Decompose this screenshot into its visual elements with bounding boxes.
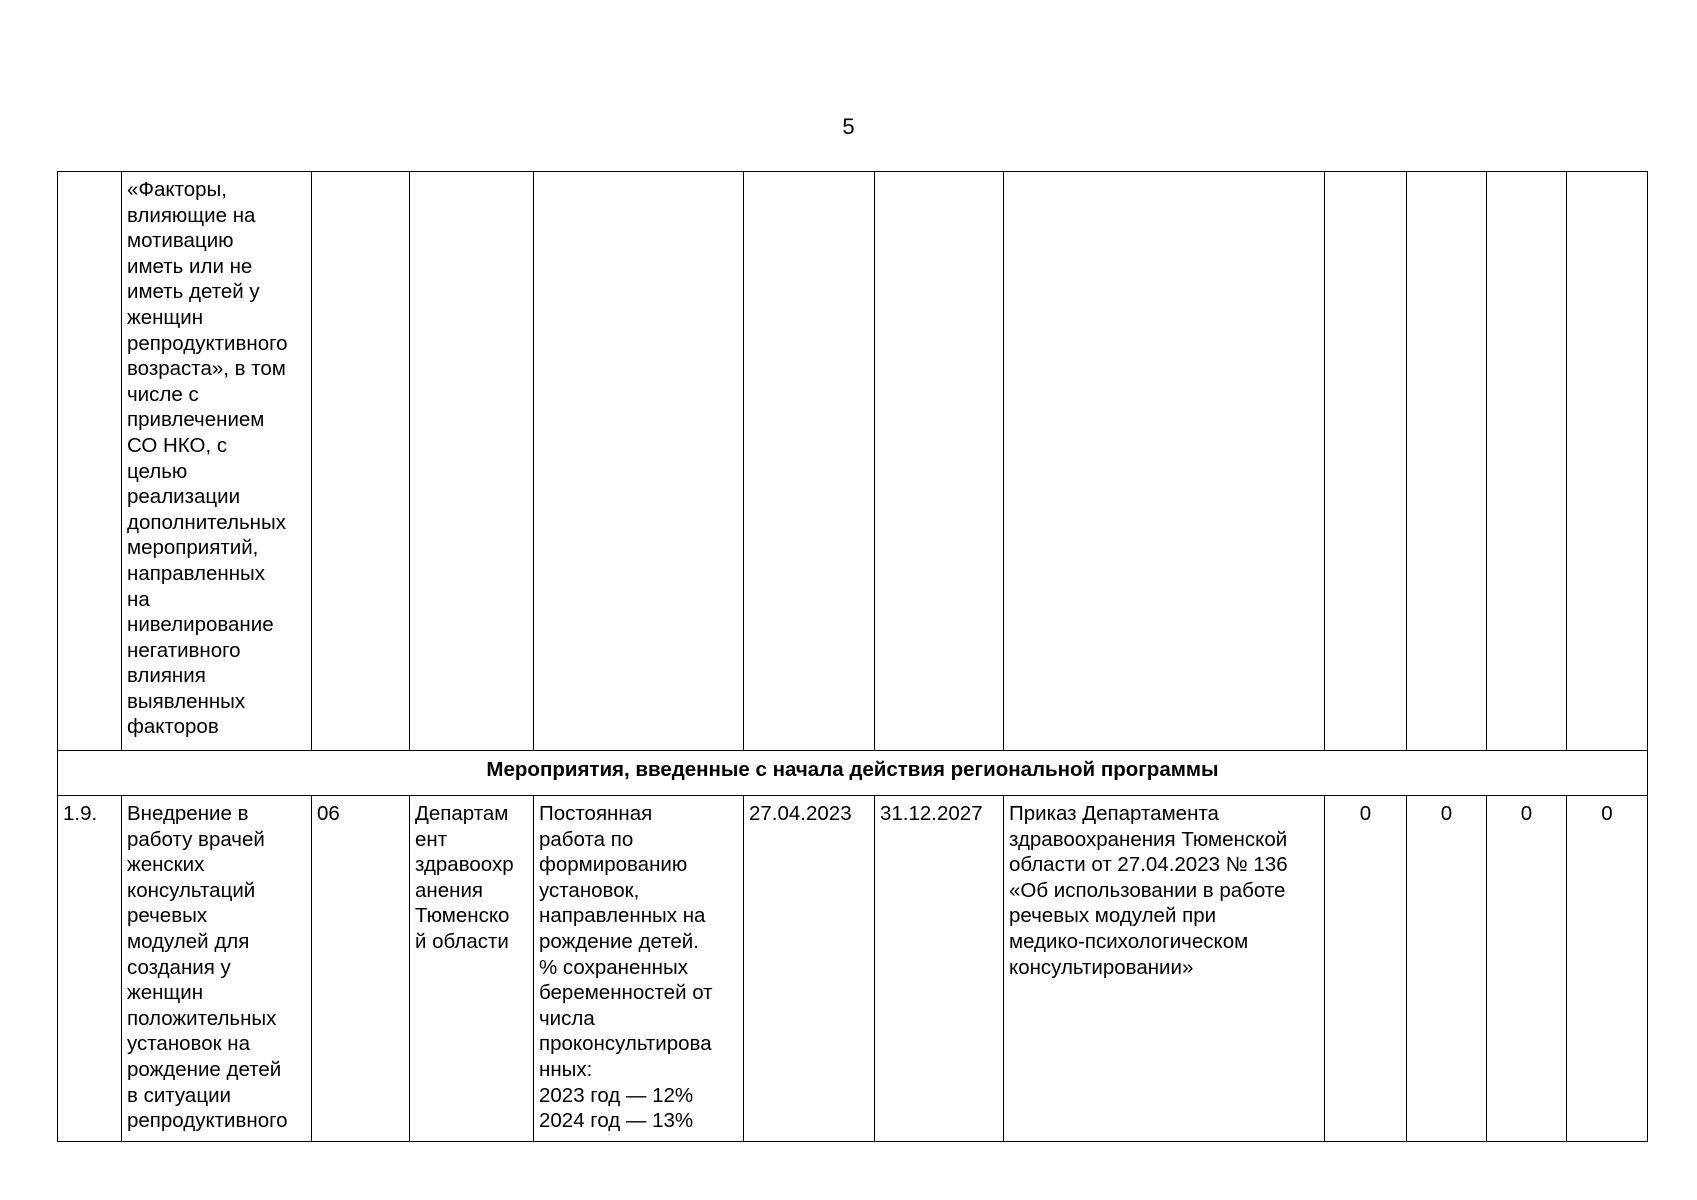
measures-table [57, 171, 1648, 1142]
page-number: 5 [842, 114, 855, 139]
section-header: Мероприятия, введенные с начала действия региональной программы [58, 751, 1648, 796]
cell-funding-4: 0 [1567, 796, 1648, 1142]
table-row-1-9 [58, 796, 1648, 1142]
section-header-row [58, 751, 1648, 796]
cell-code [312, 172, 410, 751]
cell-end-date: 31.12.2027 [875, 796, 1004, 1142]
cell-document [1004, 172, 1325, 751]
cell-end-date [875, 172, 1004, 751]
cell-description: «Факторы, влияющие на мотивацию иметь или не иметь детей у женщин репродуктивного возраста», в том числе с привлечением СО НКО, с целью реализации дополнительных мероприятий, направленных на нивелирование негативного влияния выявленных факторов [122, 172, 312, 751]
cell-funding-1 [1325, 172, 1407, 751]
cell-funding-3 [1487, 172, 1567, 751]
cell-funding-2: 0 [1407, 796, 1487, 1142]
cell-code: 06 [312, 796, 410, 1142]
cell-result [534, 172, 744, 751]
cell-number [58, 172, 122, 751]
cell-document: Приказ Департамента здравоохранения Тюменской области от 27.04.2023 № 136 «Об использовании в работе речевых модулей при медико-психологическом консультировании» [1004, 796, 1325, 1142]
cell-funding-2 [1407, 172, 1487, 751]
cell-executor: Департам ент здравоохр анения Тюменско й области [410, 796, 534, 1142]
cell-funding-3: 0 [1487, 796, 1567, 1142]
cell-description: Внедрение в работу врачей женских консультаций речевых модулей для создания у женщин положительных установок на рождение детей в ситуации репродуктивного [122, 796, 312, 1142]
cell-start-date [744, 172, 875, 751]
cell-result: Постоянная работа по формированию установок, направленных на рождение детей. % сохраненных беременностей от числа проконсультирова нных: 2023 год — 12% 2024 год — 13% [534, 796, 744, 1142]
cell-number: 1.9. [58, 796, 122, 1142]
table-row-continued [58, 172, 1648, 751]
cell-executor [410, 172, 534, 751]
cell-funding-1: 0 [1325, 796, 1407, 1142]
cell-start-date: 27.04.2023 [744, 796, 875, 1142]
cell-funding-4 [1567, 172, 1648, 751]
